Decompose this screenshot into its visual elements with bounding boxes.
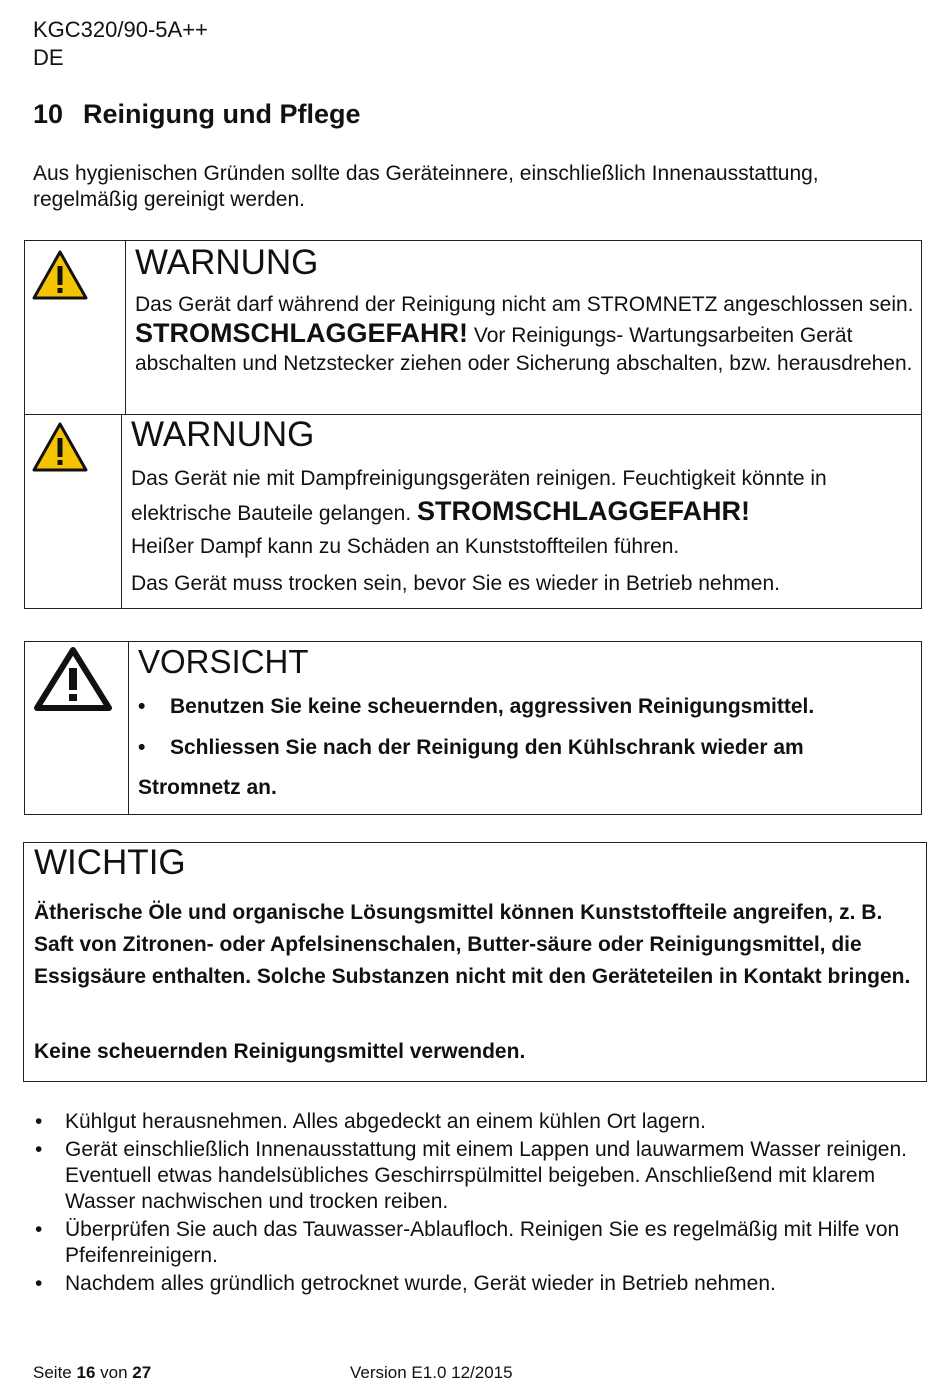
important-box bbox=[23, 842, 927, 1082]
list-item-text: Gerät einschließlich Innenausstattung mit einem Lappen und lauwarmem Wasser reinigen. Eventuell etwas handelsübliches Geschirrspülmittel beigeben. Anschließend mit klarem Wasser nachwischen und trocken reiben. bbox=[65, 1138, 907, 1213]
shock-hazard-label: STROMSCHLAGGEFAHR! bbox=[417, 496, 751, 526]
list-item bbox=[33, 1137, 923, 1215]
list-item-text: Nachdem alles gründlich getrocknet wurde, Gerät wieder in Betrieb nehmen. bbox=[65, 1272, 776, 1295]
language-label: DE bbox=[33, 45, 64, 70]
version-label: Version E1.0 12/2015 bbox=[350, 1363, 513, 1382]
warning-text-b: Vor Reinigungs- Wartungsarbeiten Gerät abschalten und Netzstecker ziehen oder Sicherung abschalten, bzw. herausdrehen. bbox=[135, 324, 913, 375]
bullet-icon: • bbox=[35, 1138, 43, 1161]
warning-text-a: Das Gerät nie mit Dampfreinigungsgeräten reinigen. Feuchtigkeit könnte in elektrische Bauteile gelangen. bbox=[131, 467, 827, 525]
list-item-text: Überprüfen Sie auch das Tauwasser-Ablaufloch. Reinigen Sie es regelmäßig mit Hilfe von Pfeifenreinigern. bbox=[65, 1218, 900, 1267]
caution-bullet-2-text: Schliessen Sie nach der Reinigung den Kühlschrank wieder am bbox=[170, 736, 804, 759]
warning-text-a: Das Gerät darf während der Reinigung nicht am STROMNETZ angeschlossen sein. bbox=[135, 293, 914, 316]
section-heading bbox=[33, 99, 361, 130]
page-total: 27 bbox=[132, 1363, 152, 1382]
caution-bullet-1 bbox=[138, 694, 908, 720]
warning-triangle-icon bbox=[31, 249, 89, 301]
shock-hazard-label: STROMSCHLAGGEFAHR! bbox=[135, 318, 468, 348]
bullet-icon: • bbox=[138, 695, 146, 718]
caution-bullet-1-text: Benutzen Sie keine scheuernden, aggressiven Reinigungsmittel. bbox=[170, 695, 815, 718]
caution-bullet-2 bbox=[138, 735, 908, 761]
section-number: 10 bbox=[33, 99, 64, 129]
warning-box-2 bbox=[24, 414, 922, 609]
warning-title: WARNUNG bbox=[135, 243, 319, 282]
dry-warning-line: Das Gerät muss trocken sein, bevor Sie es wieder in Betrieb nehmen. bbox=[131, 572, 780, 595]
caution-title: VORSICHT bbox=[138, 643, 309, 680]
list-item bbox=[33, 1217, 923, 1269]
page-separator: von bbox=[100, 1363, 128, 1382]
caution-triangle-icon bbox=[33, 646, 113, 712]
list-item-text: Kühlgut herausnehmen. Alles abgedeckt an einem kühlen Ort lagern. bbox=[65, 1110, 706, 1133]
important-title: WICHTIG bbox=[34, 843, 186, 882]
warning-triangle-icon bbox=[31, 421, 89, 473]
warning-text bbox=[135, 291, 915, 378]
warning-title: WARNUNG bbox=[131, 415, 315, 454]
caution-bullet-2-cont: Stromnetz an. bbox=[138, 776, 277, 799]
intro-paragraph: Aus hygienischen Gründen sollte das Geräteinnere, einschließlich Innenausstattung, regelmäßig gereinigt werden. bbox=[33, 162, 819, 211]
bullet-icon: • bbox=[138, 736, 146, 759]
list-item bbox=[33, 1271, 923, 1297]
important-paragraph-1: Ätherische Öle und organische Lösungsmittel können Kunststoffteile angreifen, z. B. Saft von Zitronen- oder Apfelsinenschalen, Butter-säure oder Reinigungsmittel, die Essigsäure enthalten. Solche Substanzen nicht mit den Geräteteilen in Kontakt bringen. bbox=[34, 901, 911, 988]
bullet-icon: • bbox=[35, 1218, 43, 1241]
page-prefix: Seite bbox=[33, 1363, 72, 1382]
warning-box-1 bbox=[24, 240, 922, 415]
important-paragraph-2: Keine scheuernden Reinigungsmittel verwenden. bbox=[34, 1040, 526, 1063]
bullet-icon: • bbox=[35, 1110, 43, 1133]
cleaning-steps-list bbox=[33, 1109, 923, 1299]
caution-box bbox=[24, 641, 922, 815]
section-title: Reinigung und Pflege bbox=[83, 99, 361, 129]
model-label: KGC320/90-5A++ bbox=[33, 17, 208, 42]
warning-text bbox=[131, 463, 911, 530]
steam-warning-line: Heißer Dampf kann zu Schäden an Kunststoffteilen führen. bbox=[131, 535, 680, 558]
list-item bbox=[33, 1109, 923, 1135]
page-current: 16 bbox=[76, 1363, 96, 1382]
page-number bbox=[33, 1363, 151, 1383]
bullet-icon: • bbox=[35, 1272, 43, 1295]
